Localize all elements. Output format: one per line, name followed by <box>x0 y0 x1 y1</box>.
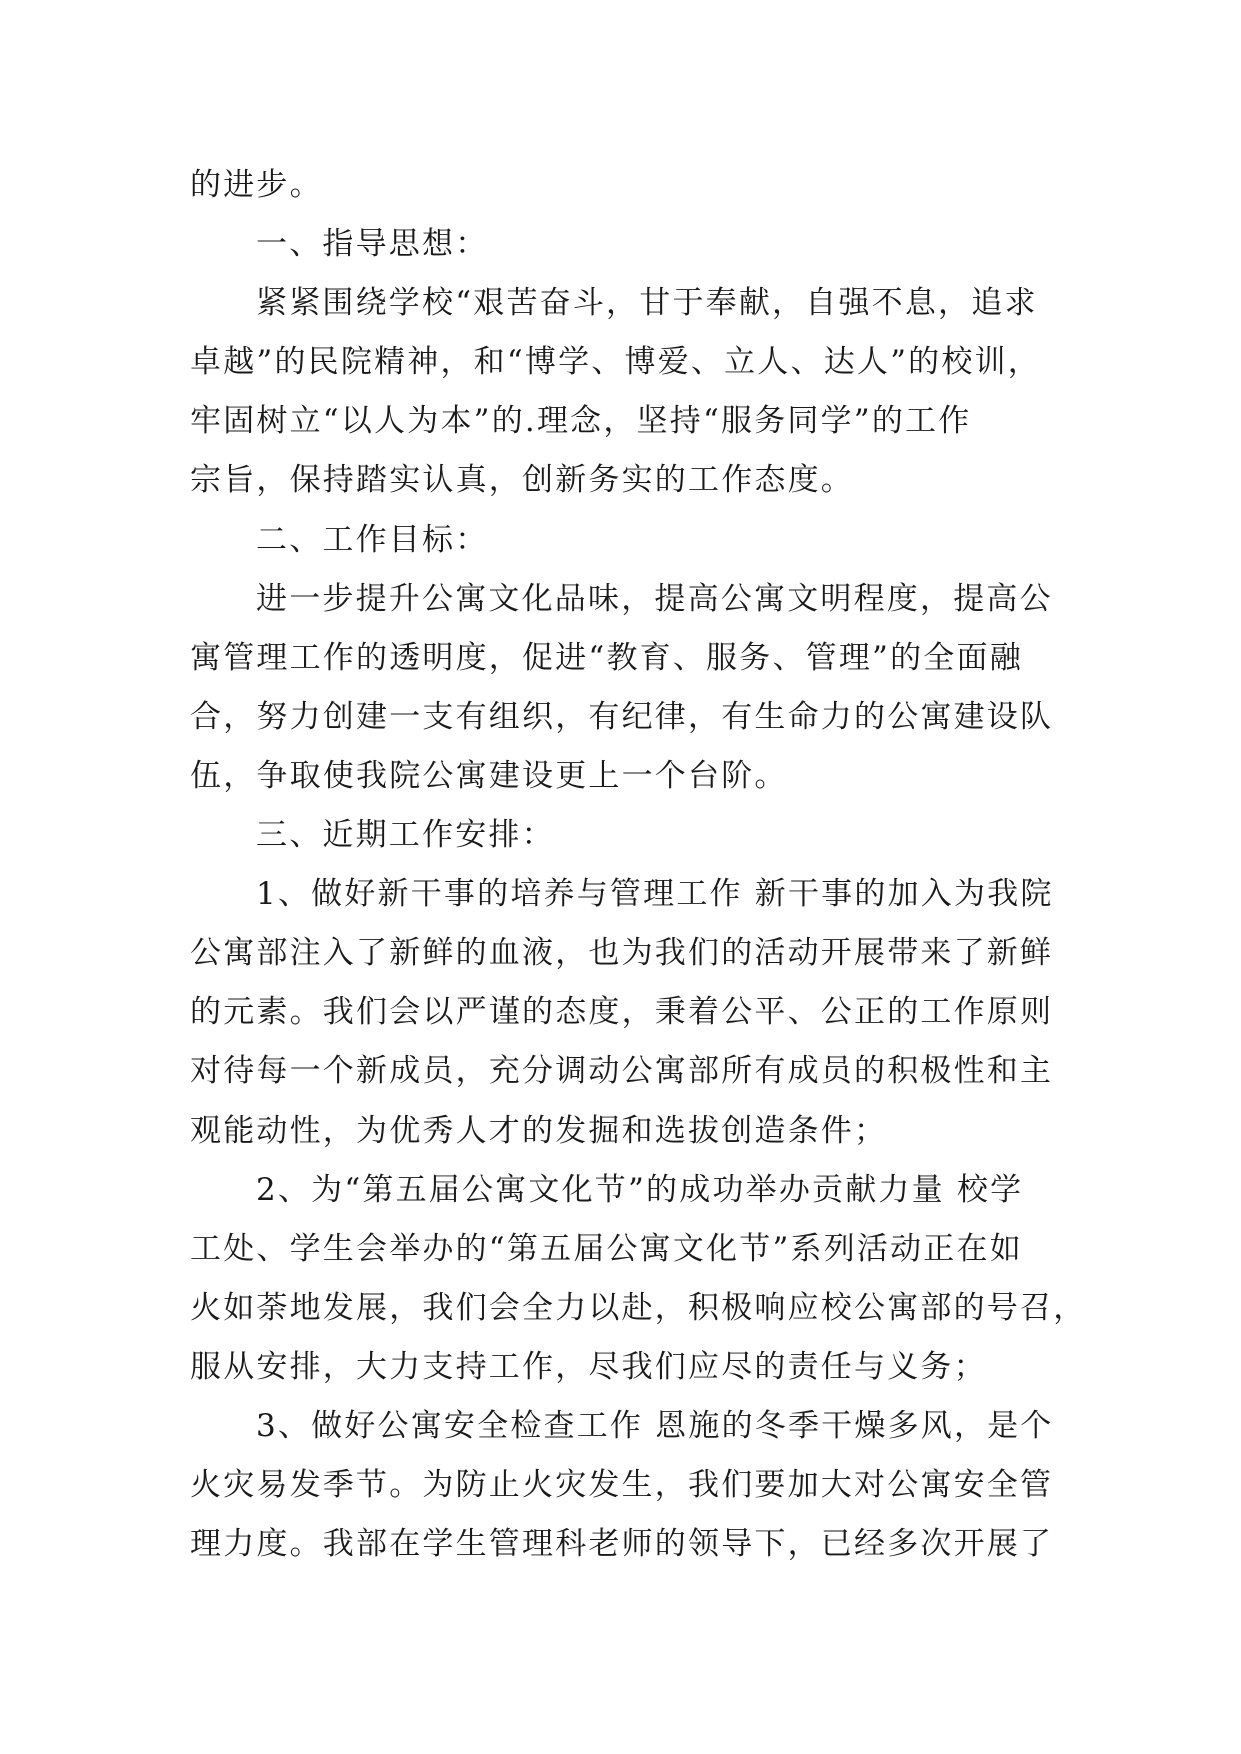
text-line: 的进步。 <box>190 167 323 203</box>
section-heading-recent-arrangements: 三、近期工作安排： <box>256 817 555 854</box>
text-line: 进一步提升公寓文化品味，提高公寓文明程度，提高公 <box>256 580 1053 617</box>
text-line: 合，努力创建一支有组织，有纪律，有生命力的公寓建设队 <box>190 698 1054 735</box>
text-line: 3、做好公寓安全检查工作 恩施的冬季干燥多风，是个 <box>256 1407 1054 1444</box>
text-line: 2、为“第五届公寓文化节”的成功举办贡献力量 校学 <box>256 1171 1024 1208</box>
text-line: 公寓部注入了新鲜的血液，也为我们的活动开展带来了新鲜 <box>190 935 1054 972</box>
text-line: 的元素。我们会以严谨的态度，秉着公平、公正的工作原则 <box>190 994 1054 1031</box>
section-heading-guiding-ideology: 一、指导思想： <box>256 226 489 263</box>
text-line: 1、做好新干事的培养与管理工作 新干事的加入为我院 <box>256 876 1054 913</box>
text-line: 寓管理工作的透明度，促进“教育、服务、管理”的全面融 <box>190 639 1023 676</box>
text-line: 火灾易发季节。为防止火灾发生，我们要加大对公寓安全管 <box>190 1467 1054 1504</box>
text-line: 卓越”的民院精神，和“博学、博爱、立人、达人”的校训， <box>190 344 1041 381</box>
text-line: 火如荼地发展，我们会全力以赴，积极响应校公寓部的号召， <box>190 1289 1087 1326</box>
text-line: 对待每一个新成员，充分调动公寓部所有成员的积极性和主 <box>190 1053 1054 1090</box>
text-line: 紧紧围绕学校“艰苦奋斗，甘于奉献，自强不息，追求 <box>256 285 1038 322</box>
text-line: 宗旨，保持踏实认真，创新务实的工作态度。 <box>190 462 854 499</box>
document-body <box>190 156 1087 1574</box>
text-line: 工处、学生会举办的“第五届公寓文化节”系列活动正在如 <box>190 1230 1023 1267</box>
text-line: 服从安排，大力支持工作，尽我们应尽的责任与义务； <box>190 1348 987 1385</box>
section-heading-work-goals: 二、工作目标： <box>256 521 489 558</box>
text-line: 观能动性，为优秀人才的发掘和选拔创造条件； <box>190 1112 888 1149</box>
text-line: 伍，争取使我院公寓建设更上一个台阶。 <box>190 757 788 794</box>
text-line: 牢固树立“以人为本”的.理念，坚持“服务同学”的工作 <box>190 403 972 440</box>
text-line: 理力度。我部在学生管理科老师的领导下，已经多次开展了 <box>190 1526 1054 1563</box>
